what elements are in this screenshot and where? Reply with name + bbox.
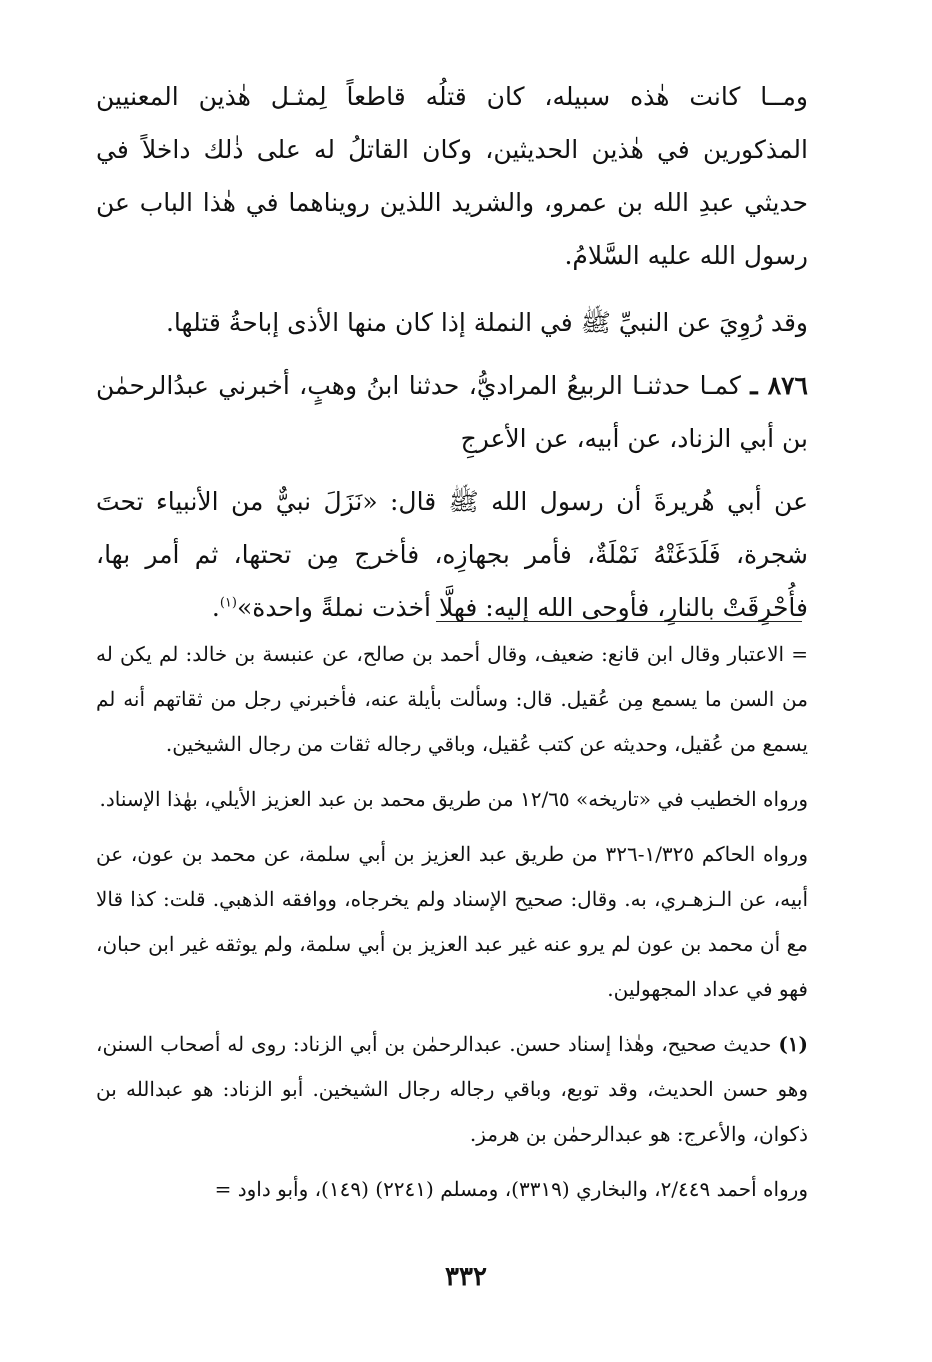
footnote-paragraph: ورواه الحاكم ١/٣٢٥-٣٢٦ من طريق عبد العزيز بن أبي سلمة، عن محمد بن عون، عن أبيه، عن الـزهـري، به. وقال: صحيح الإسناد ولم يخرجاه، ووافقه الذهبي. قلت: كذا قالا مع أن محمد بن عون لم يرو عنه غير عبد العزيز بن أبي سلمة، ولم يوثقه غير ابن حبان، فهو في عداد المجهولين. bbox=[96, 842, 809, 1001]
matn-end: . bbox=[211, 593, 220, 622]
page-number: ٣٣٢ bbox=[445, 1262, 487, 1292]
footnotes bbox=[96, 632, 808, 1222]
paragraph: ومــا كانت هٰذه سبيله، كان قتلُه قاطعاً لِمثـل هٰذين المعنيين المذكورين في هٰذين الحديثين، وكان القاتلُ له على ذٰلك داخلاً في حديثي عبدِ الله بن عمرو، والشريد اللذين رويناهما في هٰذا الباب عن رسول الله عليه السَّلامُ. bbox=[96, 82, 808, 270]
footnote-text: حديث صحيح، وهٰذا إسناد حسن. عبدالرحمٰن بن أبي الزناد: روى له أصحاب السنن، وهو حسن الحديث، وقد توبع، وباقي رجاله رجال الشيخين. أبو الزناد: هو عبدالله بن ذكوان، والأعرج: هو عبدالرحمٰن بن هرمز. bbox=[96, 1032, 808, 1146]
footnote-divider bbox=[436, 621, 802, 622]
matn-text: عن أبي هُريرةَ أن رسول الله ﷺ قال: «نَزَلَ نبيٌّ من الأنبياء تحتَ شجرة، فَلَدَغَتْهُ نَمْلَةٌ، فأمر بجهازِه، فأخرج مِن تحتها، ثم أمر بها، فأُحْرِقَتْ بالنارِ، فأوحى الله إليه: فهلَّا أخذت نملةً واحدة» bbox=[96, 487, 808, 622]
main-text bbox=[96, 70, 808, 648]
paragraph: وقد رُوِيَ عن النبيِّ ﷺ في النملة إذا كان منها الأذى إباحةُ قتلها. bbox=[165, 308, 808, 337]
hadith-number: ٨٧٦ ـ bbox=[750, 371, 808, 400]
footnote-paragraph: = الاعتبار وقال ابن قانع: ضعيف، وقال أحمد بن صالح، عن عنبسة بن خالد: لم يكن له من السن ما يسمع مِن عُقيل. قال: وسألت بأيلة عنه، فأخبرني رجل من ثقاتهم أنه لم يسمع من عُقيل، وحديثه عن كتب عُقيل، وباقي رجاله ثقات من رجال الشيخين. bbox=[96, 642, 808, 756]
isnad-text: كمـا حدثنـا الربيعُ المراديُّ، حدثنا ابنُ وهبٍ، أخبرني عبدُالرحمٰن بن أبي الزناد، عن أبيه، عن الأعرجِ bbox=[96, 371, 808, 453]
hadith-paragraph bbox=[96, 359, 808, 465]
footnote-1 bbox=[96, 1022, 808, 1157]
hadith-matn bbox=[96, 475, 808, 634]
footnote-paragraph: ورواه أحمد ٢/٤٤٩، والبخاري (٣٣١٩)، ومسلم (٢٢٤١) (١٤٩)، وأبو داود = bbox=[214, 1177, 808, 1201]
footnote-ref[interactable]: (١) bbox=[219, 595, 237, 611]
footnote-paragraph: ورواه الخطيب في «تاريخه» ١٢/٦٥ من طريق محمد بن عبد العزيز الأيلي، بهٰذا الإسناد. bbox=[99, 787, 808, 811]
footnote-number: (١) bbox=[778, 1032, 808, 1056]
